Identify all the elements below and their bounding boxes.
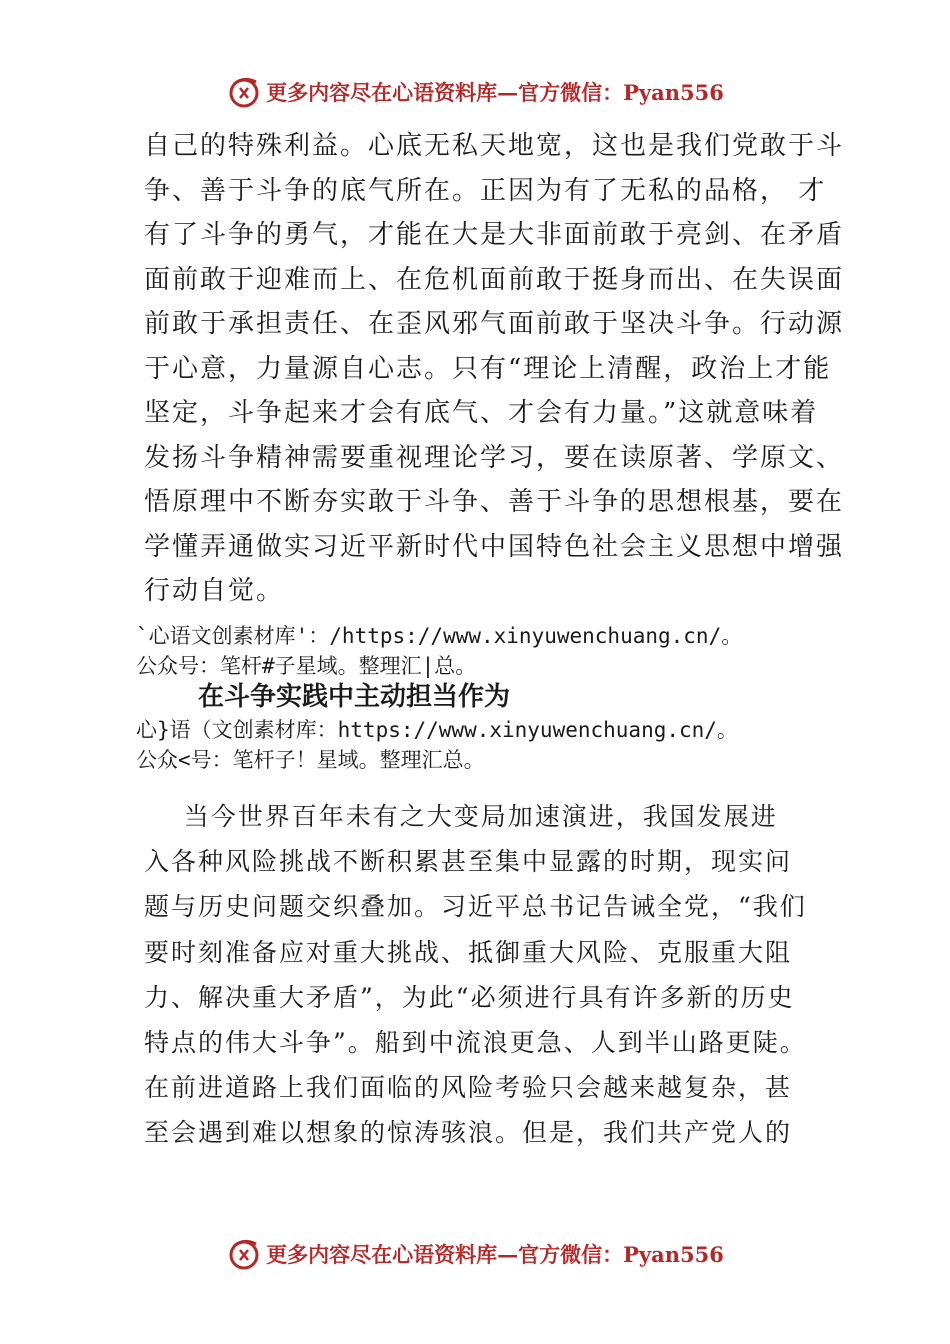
text-line: 坚定，斗争起来才会有底气、才会有力量。”这就意味着 [144, 398, 819, 428]
text-line: 前敢于承担责任、在歪风邪气面前敢于坚决斗争。行动源 [144, 309, 845, 339]
text-line: 于心意，力量源自心志。只有“理论上清醒，政治上才能 [144, 353, 832, 384]
brand-logo-icon [226, 74, 262, 110]
text-line: 题与历史问题交织叠加。习近平总书记告诫全党，“我们 [144, 892, 807, 922]
watermark-line-4: 公众<号：笔杆子！星域。整理汇总。 [136, 748, 485, 772]
text-line: 当今世界百年未有之大变局加速演进，我国发展进 [144, 802, 778, 831]
text-line: 行动自觉。 [144, 576, 285, 606]
watermark-line-3: 心}语（文创素材库：https://www.xinyuwenchuang.cn/。 [136, 718, 738, 742]
footer-banner [0, 1232, 950, 1276]
text-line: 争、善于斗争的底气所在。正因为有了无私的品格， 才 [144, 175, 827, 206]
text-line: 入各种风险挑战不断积累甚至集中显露的时期，现实问 [144, 847, 793, 877]
watermark-line-1: `心语文创素材库'：/https://www.xinyuwenchuang.cn/。 [136, 624, 743, 648]
text-line: 特点的伟大斗争”。船到中流浪更急、人到半山路更陡。 [144, 1027, 807, 1057]
watermark-line-2: 公众号：笔杆#子星域。整理汇|总。 [136, 654, 477, 678]
text-line: 至会遇到难以想象的惊涛骇浪。但是，我们共产党人的 [144, 1118, 793, 1148]
text-line: 力、解决重大矛盾”，为此“必须进行具有许多新的历史 [144, 982, 795, 1012]
paragraph-2 [144, 794, 824, 1156]
text-line: 学懂弄通做实习近平新时代中国特色社会主义思想中增强 [144, 531, 845, 562]
text-line: 有了斗争的勇气，才能在大是大非面前敢于亮剑、在矛盾 [144, 220, 845, 250]
text-line: 悟原理中不断夯实敢于斗争、善于斗争的思想根基，要在 [144, 487, 845, 517]
header-banner [0, 70, 950, 114]
text-line: 在前进道路上我们面临的风险考验只会越来越复杂，甚 [144, 1073, 793, 1103]
paragraph-1 [144, 124, 845, 614]
footer-banner-text: 更多内容尽在心语资料库—官方微信：Pyan556 [266, 1242, 724, 1267]
text-line: 发扬斗争精神需要重视理论学习，要在读原著、学原文、 [144, 442, 845, 473]
text-line: 自己的特殊利益。心底无私天地宽，这也是我们党敢于斗 [144, 131, 845, 161]
text-line: 面前敢于迎难而上、在危机面前敢于挺身而出、在失误面 [144, 264, 845, 295]
text-line: 要时刻准备应对重大挑战、抵御重大风险、克服重大阻 [144, 937, 793, 967]
header-banner-text: 更多内容尽在心语资料库—官方微信：Pyan556 [266, 80, 724, 105]
section-heading: 在斗争实践中主动担当作为 [198, 682, 511, 712]
brand-logo-icon [226, 1236, 262, 1272]
